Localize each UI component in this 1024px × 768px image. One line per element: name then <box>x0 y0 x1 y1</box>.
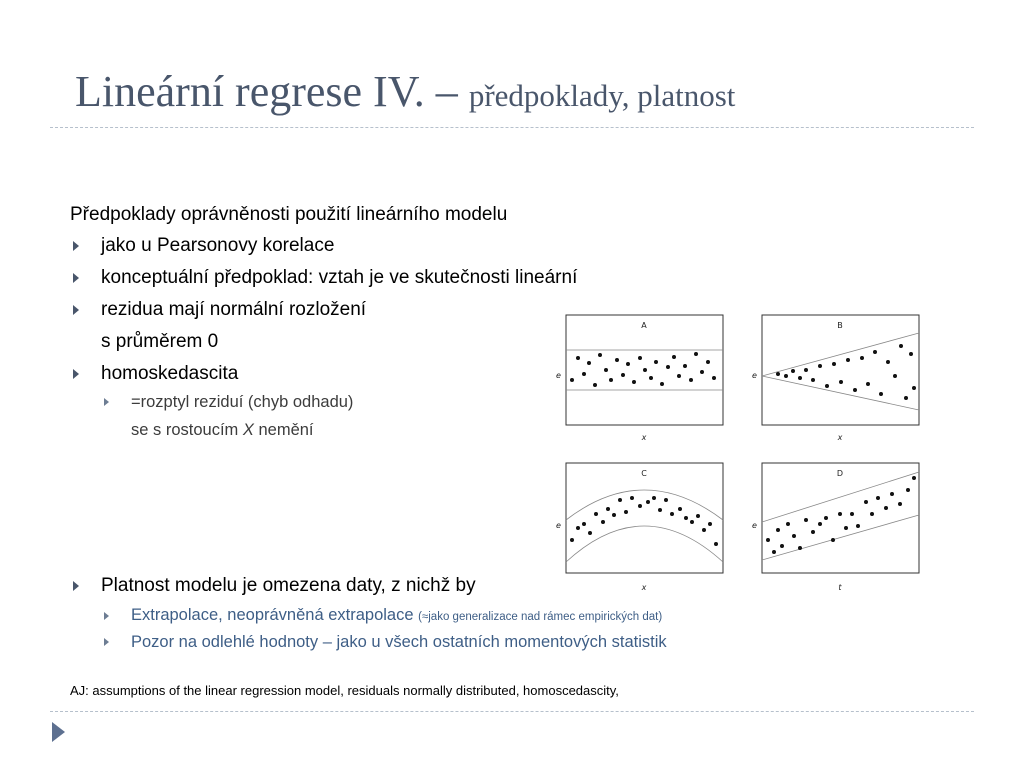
title-main: Lineární regrese IV. – <box>75 67 469 116</box>
residual-plots-figure <box>548 300 938 600</box>
slide-title <box>75 67 736 116</box>
panel-d <box>752 463 919 592</box>
variance-cont-x: X <box>242 421 254 439</box>
panel-d-label: D <box>836 469 844 478</box>
panel-c-xlabel: x <box>641 583 647 592</box>
variance-cont-a: se s rostoucím <box>131 421 243 439</box>
panel-d-ylabel: e <box>752 521 757 530</box>
bullet-normal-residuals: rezidua mají normální rozložení <box>101 299 367 320</box>
sub-bullet-outliers: Pozor na odlehlé hodnoty – jako u všech ostatních momentových statistik <box>131 633 667 651</box>
panel-c-label: C <box>641 469 647 478</box>
extrapolation-note: (≈jako generalizace nad rámec empirických dat) <box>418 611 663 623</box>
bullet-arrow-icon <box>73 241 79 251</box>
sub-bullet-variance: =rozptyl reziduí (chyb odhadu) <box>131 393 354 411</box>
bullet-linear-relationship: konceptuální předpoklad: vztah je ve skutečnosti lineární <box>101 267 578 288</box>
panel-d-xlabel: t <box>838 583 842 592</box>
bullet-arrow-icon <box>73 581 79 591</box>
title-sub: předpoklady, platnost <box>468 78 736 113</box>
bullet-pearson: jako u Pearsonovy korelace <box>101 235 335 256</box>
panel-c <box>556 463 723 592</box>
panel-b-ylabel: e <box>752 371 757 380</box>
panel-b-frame <box>762 315 919 425</box>
panel-a-ylabel: e <box>556 371 561 380</box>
extrapolation-text: Extrapolace, neoprávněná extrapolace <box>131 606 419 624</box>
top-divider <box>50 127 974 128</box>
bullet-validity: Platnost modelu je omezena daty, z nichž by <box>101 575 476 596</box>
next-slide-arrow-icon[interactable] <box>52 722 65 742</box>
bullet-arrow-icon <box>73 273 79 283</box>
panel-c-frame <box>566 463 723 573</box>
panel-c-ylabel: e <box>556 521 561 530</box>
sub-bullet-arrow-icon <box>104 398 109 406</box>
bottom-divider <box>50 711 974 712</box>
bullet-homoscedasticity: homoskedascita <box>101 363 239 384</box>
bullet-arrow-icon <box>73 369 79 379</box>
sub-bullet-arrow-icon <box>104 612 109 620</box>
english-note: AJ: assumptions of the linear regression model, residuals normally distributed, homoscedascity, <box>70 683 619 698</box>
bullet-normal-residuals-cont: s průměrem 0 <box>101 331 219 352</box>
bullet-arrow-icon <box>73 305 79 315</box>
sub-bullet-variance-cont <box>131 422 314 439</box>
panel-a-xlabel: x <box>641 433 647 442</box>
intro-text: Předpoklady oprávněnosti použití lineárního modelu <box>70 204 508 225</box>
panel-b-label: B <box>837 321 843 330</box>
panel-b <box>752 315 919 442</box>
panel-a <box>556 315 723 442</box>
sub-bullet-arrow-icon <box>104 638 109 646</box>
panel-a-label: A <box>641 321 647 330</box>
panel-b-xlabel: x <box>837 433 843 442</box>
variance-cont-b: nemění <box>253 421 314 439</box>
sub-bullet-extrapolation <box>131 607 662 624</box>
